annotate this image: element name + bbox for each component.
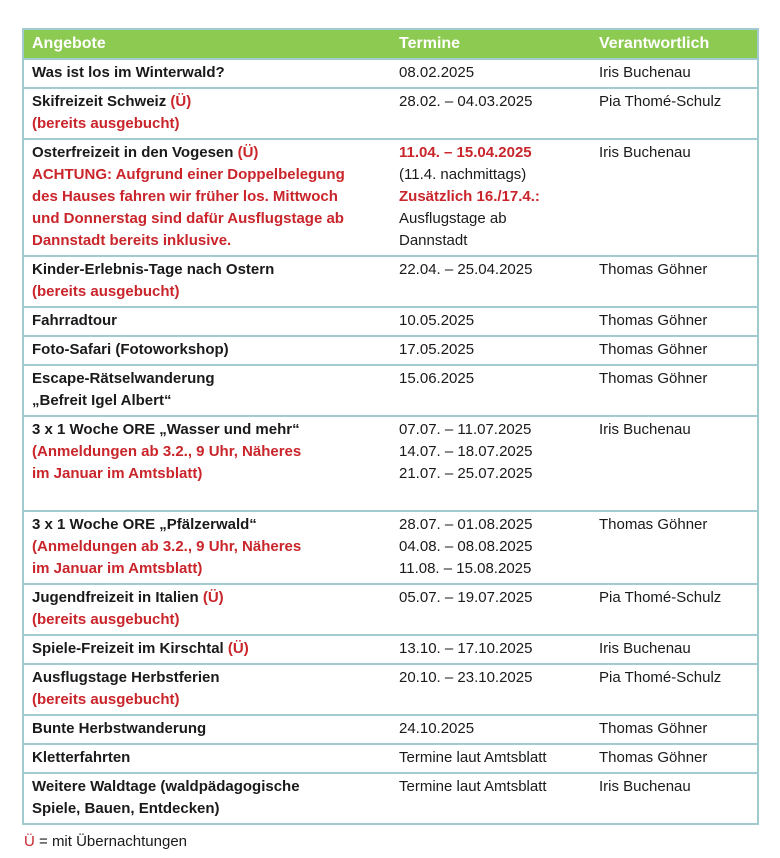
text-line xyxy=(399,208,583,230)
text-line xyxy=(399,441,583,463)
termine-cell xyxy=(391,336,591,365)
verantwortlich-cell xyxy=(591,635,758,664)
angebot-cell xyxy=(23,365,391,416)
angebot-cell xyxy=(23,635,391,664)
text-line xyxy=(399,230,583,252)
verantwortlich-cell xyxy=(591,744,758,773)
text-segment: „Befreit Igel Albert“ xyxy=(32,392,172,409)
text-line xyxy=(32,638,383,660)
text-line xyxy=(399,419,583,441)
legend-symbol: Ü xyxy=(24,833,35,850)
text-segment: (Anmeldungen ab 3.2., 9 Uhr, Näheres xyxy=(32,538,302,555)
table-row xyxy=(23,664,758,715)
verantwortlich-cell xyxy=(591,584,758,635)
text-segment: (Ü) xyxy=(227,640,249,657)
text-segment: (bereits ausgebucht) xyxy=(32,611,180,628)
text-segment: 11.04. – 15.04.2025 xyxy=(399,144,532,161)
text-segment: Ausflugstage Herbstferien xyxy=(32,669,220,686)
text-segment: Kletterfahrten xyxy=(32,749,131,766)
text-segment: Kinder-Erlebnis-Tage nach Ostern xyxy=(32,261,275,278)
table-row xyxy=(23,635,758,664)
responsible-name: Iris Buchenau xyxy=(599,640,691,657)
angebot-cell xyxy=(23,773,391,824)
text-segment: Spiele, Bauen, Entdecken) xyxy=(32,800,220,817)
text-segment: 24.10.2025 xyxy=(399,720,475,737)
table-row xyxy=(23,365,758,416)
termine-cell xyxy=(391,256,591,307)
termine-cell xyxy=(391,584,591,635)
text-line xyxy=(32,281,383,303)
termine-cell xyxy=(391,664,591,715)
verantwortlich-cell xyxy=(591,773,758,824)
verantwortlich-cell xyxy=(591,88,758,139)
text-segment: 04.08. – 08.08.2025 xyxy=(399,538,533,555)
text-line xyxy=(32,558,383,580)
text-segment: (bereits ausgebucht) xyxy=(32,115,180,132)
text-line xyxy=(399,368,583,390)
termine-cell xyxy=(391,139,591,256)
text-line xyxy=(32,798,383,820)
responsible-name: Iris Buchenau xyxy=(599,64,691,81)
text-line xyxy=(399,164,583,186)
verantwortlich-cell xyxy=(591,307,758,336)
text-segment: ACHTUNG: Aufgrund einer Doppelbelegung xyxy=(32,166,345,183)
table-row xyxy=(23,59,758,88)
text-segment: (bereits ausgebucht) xyxy=(32,691,180,708)
text-line xyxy=(399,142,583,164)
text-segment: 11.08. – 15.08.2025 xyxy=(399,560,532,577)
text-segment: 14.07. – 18.07.2025 xyxy=(399,443,533,460)
angebot-cell xyxy=(23,59,391,88)
text-segment: Skifreizeit Schweiz xyxy=(32,93,171,110)
verantwortlich-cell xyxy=(591,365,758,416)
responsible-name: Thomas Göhner xyxy=(599,370,708,387)
text-line xyxy=(32,368,383,390)
verantwortlich-cell xyxy=(591,715,758,744)
document-page xyxy=(0,28,780,858)
table-row xyxy=(23,744,758,773)
responsible-name: Iris Buchenau xyxy=(599,778,691,795)
angebot-cell xyxy=(23,744,391,773)
text-segment: 22.04. – 25.04.2025 xyxy=(399,261,533,278)
table-row xyxy=(23,511,758,584)
text-segment: (11.4. nachmittags) xyxy=(399,166,527,183)
text-segment: (bereits ausgebucht) xyxy=(32,283,180,300)
verantwortlich-cell xyxy=(591,416,758,511)
legend-text: = mit Übernachtungen xyxy=(34,833,188,850)
text-segment: 13.10. – 17.10.2025 xyxy=(399,640,533,657)
responsible-name: Pia Thomé-Schulz xyxy=(599,93,722,110)
text-line xyxy=(399,186,583,208)
verantwortlich-cell xyxy=(591,511,758,584)
termine-cell xyxy=(391,365,591,416)
verantwortlich-cell xyxy=(591,139,758,256)
text-line xyxy=(399,339,583,361)
text-segment: Spiele-Freizeit im Kirschtal xyxy=(32,640,228,657)
text-segment: 08.02.2025 xyxy=(399,64,475,81)
text-line xyxy=(32,463,383,485)
text-line xyxy=(32,259,383,281)
header-angebote: Angebote xyxy=(23,29,391,59)
angebot-cell xyxy=(23,256,391,307)
text-line xyxy=(399,536,583,558)
text-segment: Dannstadt xyxy=(399,232,468,249)
text-line xyxy=(399,62,583,84)
responsible-name: Thomas Göhner xyxy=(599,312,708,329)
text-segment: Bunte Herbstwanderung xyxy=(32,720,207,737)
text-line xyxy=(399,514,583,536)
text-segment: Dannstadt bereits inklusive. xyxy=(32,232,232,249)
text-line xyxy=(32,113,383,135)
text-line xyxy=(399,310,583,332)
termine-cell xyxy=(391,59,591,88)
text-line xyxy=(32,609,383,631)
text-line xyxy=(32,208,383,230)
text-segment: 3 x 1 Woche ORE „Pfälzerwald“ xyxy=(32,516,257,533)
table-header xyxy=(23,29,758,59)
text-segment: im Januar im Amtsblatt) xyxy=(32,465,203,482)
text-segment: im Januar im Amtsblatt) xyxy=(32,560,203,577)
text-line xyxy=(32,485,383,507)
table-row xyxy=(23,336,758,365)
verantwortlich-cell xyxy=(591,256,758,307)
text-segment: 17.05.2025 xyxy=(399,341,475,358)
text-segment: 21.07. – 25.07.2025 xyxy=(399,465,533,482)
text-line xyxy=(399,91,583,113)
text-segment: 15.06.2025 xyxy=(399,370,475,387)
termine-cell xyxy=(391,416,591,511)
text-line xyxy=(32,230,383,252)
verantwortlich-cell xyxy=(591,664,758,715)
text-segment: Weitere Waldtage (waldpädagogische xyxy=(32,778,300,795)
responsible-name: Thomas Göhner xyxy=(599,261,708,278)
text-line xyxy=(399,259,583,281)
text-line xyxy=(32,667,383,689)
responsible-name: Pia Thomé-Schulz xyxy=(599,669,722,686)
text-line xyxy=(32,718,383,740)
angebot-cell xyxy=(23,88,391,139)
text-line xyxy=(32,776,383,798)
table-row xyxy=(23,256,758,307)
termine-cell xyxy=(391,307,591,336)
text-segment: 05.07. – 19.07.2025 xyxy=(399,589,533,606)
text-line xyxy=(32,419,383,441)
responsible-name: Iris Buchenau xyxy=(599,144,691,161)
responsible-name: Pia Thomé-Schulz xyxy=(599,589,722,606)
text-line xyxy=(32,689,383,711)
table-body xyxy=(23,59,758,824)
text-segment: (Ü) xyxy=(170,93,192,110)
header-row xyxy=(23,29,758,59)
termine-cell xyxy=(391,88,591,139)
text-line xyxy=(399,638,583,660)
angebot-cell xyxy=(23,715,391,744)
text-line xyxy=(399,718,583,740)
verantwortlich-cell xyxy=(591,336,758,365)
text-line xyxy=(32,164,383,186)
termine-cell xyxy=(391,635,591,664)
text-segment: Escape-Rätselwanderung xyxy=(32,370,215,387)
table-row xyxy=(23,773,758,824)
angebot-cell xyxy=(23,139,391,256)
legend-note xyxy=(24,832,780,852)
table-row xyxy=(23,88,758,139)
text-line xyxy=(32,441,383,463)
termine-cell xyxy=(391,773,591,824)
text-segment: und Donnerstag sind dafür Ausflugstage ab xyxy=(32,210,344,227)
angebot-cell xyxy=(23,664,391,715)
text-segment: 3 x 1 Woche ORE „Wasser und mehr“ xyxy=(32,421,300,438)
text-line xyxy=(32,62,383,84)
header-verantwortlich: Verantwortlich xyxy=(591,29,758,59)
verantwortlich-cell xyxy=(591,59,758,88)
text-segment: 07.07. – 11.07.2025 xyxy=(399,421,532,438)
text-line xyxy=(399,776,583,798)
text-line xyxy=(32,390,383,412)
responsible-name: Thomas Göhner xyxy=(599,516,708,533)
responsible-name: Iris Buchenau xyxy=(599,421,691,438)
table-row xyxy=(23,715,758,744)
angebot-cell xyxy=(23,416,391,511)
text-line xyxy=(399,587,583,609)
text-segment: (Ü) xyxy=(202,589,224,606)
text-line xyxy=(399,747,583,769)
text-segment: Was ist los im Winterwald? xyxy=(32,64,225,81)
text-segment: 28.02. – 04.03.2025 xyxy=(399,93,533,110)
text-segment: Foto-Safari (Fotoworkshop) xyxy=(32,341,229,358)
angebot-cell xyxy=(23,307,391,336)
text-line xyxy=(32,142,383,164)
text-line xyxy=(399,463,583,485)
text-line xyxy=(32,514,383,536)
text-segment: 10.05.2025 xyxy=(399,312,475,329)
table-row xyxy=(23,307,758,336)
termine-cell xyxy=(391,715,591,744)
text-segment: Fahrradtour xyxy=(32,312,118,329)
termine-cell xyxy=(391,511,591,584)
angebot-cell xyxy=(23,336,391,365)
text-line xyxy=(32,747,383,769)
angebot-cell xyxy=(23,584,391,635)
text-segment: Jugendfreizeit in Italien xyxy=(32,589,203,606)
text-line xyxy=(399,667,583,689)
responsible-name: Thomas Göhner xyxy=(599,341,708,358)
termine-cell xyxy=(391,744,591,773)
text-segment: Termine laut Amtsblatt xyxy=(399,778,547,795)
text-segment: des Hauses fahren wir früher los. Mittwoch xyxy=(32,188,338,205)
table-row xyxy=(23,584,758,635)
table-row xyxy=(23,139,758,256)
text-segment: (Ü) xyxy=(237,144,259,161)
schedule-table xyxy=(22,28,759,825)
text-line xyxy=(32,339,383,361)
text-segment: (Anmeldungen ab 3.2., 9 Uhr, Näheres xyxy=(32,443,302,460)
text-segment: Termine laut Amtsblatt xyxy=(399,749,547,766)
text-segment: Osterfreizeit in den Vogesen xyxy=(32,144,238,161)
text-segment: 20.10. – 23.10.2025 xyxy=(399,669,533,686)
text-line xyxy=(399,558,583,580)
responsible-name: Thomas Göhner xyxy=(599,720,708,737)
text-segment: Ausflugstage ab xyxy=(399,210,507,227)
table-row xyxy=(23,416,758,511)
angebot-cell xyxy=(23,511,391,584)
text-line xyxy=(32,91,383,113)
text-line xyxy=(32,186,383,208)
text-line xyxy=(32,310,383,332)
responsible-name: Thomas Göhner xyxy=(599,749,708,766)
header-termine: Termine xyxy=(391,29,591,59)
text-line xyxy=(32,536,383,558)
text-segment: Zusätzlich 16./17.4.: xyxy=(399,188,540,205)
text-line xyxy=(32,587,383,609)
text-segment: 28.07. – 01.08.2025 xyxy=(399,516,533,533)
